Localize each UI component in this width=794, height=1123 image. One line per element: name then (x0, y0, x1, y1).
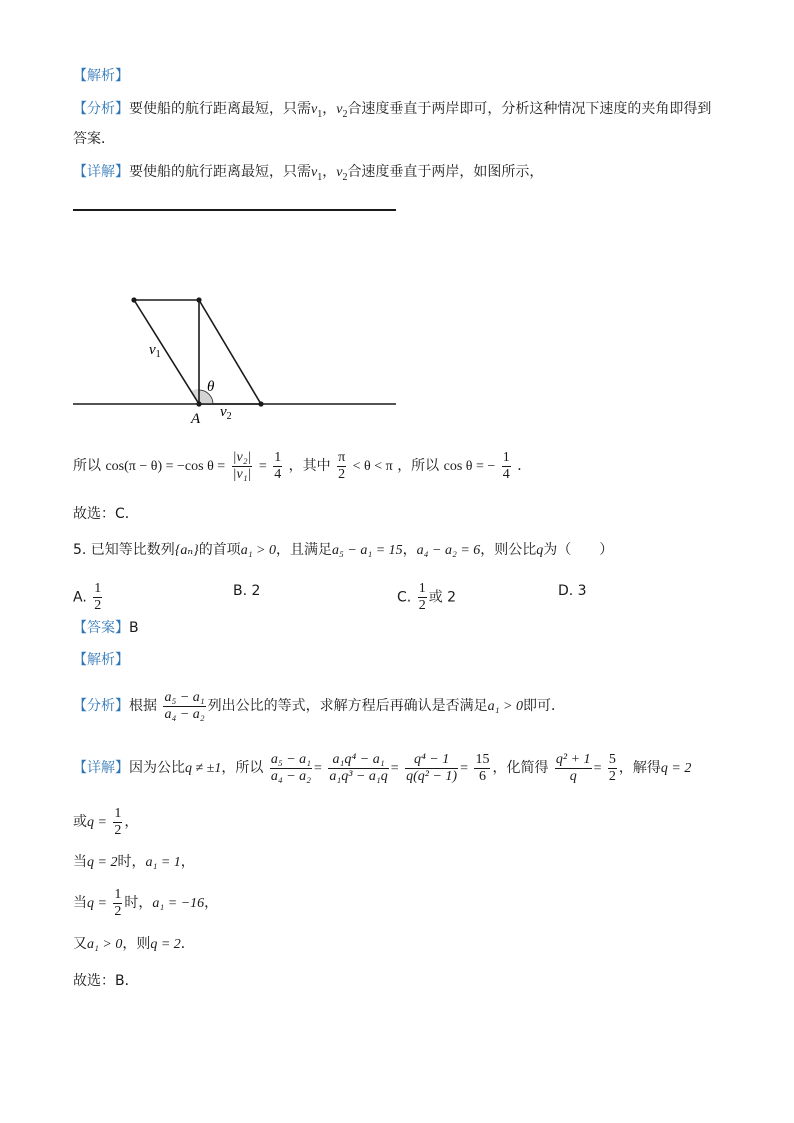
question-5-stem: 5. 已知等比数列{aₙ}的首项a₁ > 0，且满足a₅ − a₁ = 15，a₄ − a₂ = 6，则公比q为（ ） (73, 542, 614, 558)
answer-line-1: 故选：C． (73, 506, 139, 522)
analysis-tag: 【分析】 (73, 101, 129, 117)
detail-paragraph-1 (73, 162, 543, 188)
detail-line-4: 当q = $\frac{1}{2}$ 时，a₁ = −16， (73, 886, 219, 919)
velocity-ratio-fraction: $\frac{\text{|v₂|}}{\text{|v₁|}}$ (232, 449, 252, 482)
detail-line-3: 当q = 2时，a₁ = 1， (73, 854, 195, 870)
v1-subscript: 1 (317, 171, 323, 183)
option-d: D. 3 (558, 583, 587, 599)
point-v2-end (258, 401, 263, 406)
text: 所以 (73, 458, 101, 474)
comma: ， (322, 101, 337, 117)
detail-text-2: 合速度垂直于两岸，如图所示， (347, 164, 544, 180)
comma: ， (322, 164, 337, 180)
pi-half-fraction: $\frac{\pi}{2}$ (338, 449, 346, 482)
detail-line-5: 又a₁ > 0，则q = 2． (73, 936, 195, 952)
analysis-text: 要使船的航行距离最短，只需 (129, 101, 311, 117)
analysis-heading-2: 【解析】 (73, 652, 129, 668)
v1-symbol: v (311, 165, 318, 180)
analysis-heading-1: 【解析】 (73, 68, 129, 84)
label-theta: θ (207, 379, 215, 395)
v1-subscript: 1 (317, 108, 323, 120)
analysis-paragraph-1-cont: 答案． (73, 131, 115, 147)
v2-symbol: v (336, 165, 343, 180)
option-a: A. $\frac{1}{2}$ (73, 581, 102, 613)
analysis-paragraph-1 (73, 99, 711, 125)
one-quarter-fraction: $\frac{1}{4}$ (274, 449, 282, 482)
analysis-paragraph-2: 【分析】根据 $\frac{\text{a₅ − a₁}}{\text{a₄ − a₂}}$ 列出公比的等式，求解方程后再确认是否满足a₁ > 0即可． (73, 689, 565, 722)
analysis-text-2: 合速度垂直于两岸即可，分析这种情况下速度的夹角即得到 (347, 101, 712, 117)
detail-paragraph-2: 【详解】因为公比q ≠ ±1，所以 $\frac{\text{a₅ − a₁}}{\text{a₄ − a₂}}$ = $\frac{\text{a₁q⁴ − a₁}}{\text{a₁q³ − a₁q}}$ = $\frac{\text{q⁴ − 1}}{\text{q(q² − 1)}}$ = $\frac{15}{6}$ ，化简得 $\frac{\text{q² + 1}}{q}$ = $\frac{5}{2}$ ，解得q = 2 (73, 751, 692, 784)
sequence-notation: {aₙ} (174, 543, 199, 558)
option-c: C. $\frac{1}{2}$ 或 2 (397, 581, 457, 613)
cos-expression: cos(π − θ) = −cos θ = (105, 459, 226, 474)
result-fraction: $\frac{1}{4}$ (502, 449, 510, 482)
v2-subscript: 2 (342, 108, 348, 120)
river-velocity-diagram (0, 195, 420, 430)
v1-vector (134, 300, 199, 404)
label-v2: $v_2$ (220, 404, 232, 422)
point-top-right (196, 297, 201, 302)
option-b: B. 2 (233, 583, 261, 599)
detail-tag: 【详解】 (73, 164, 129, 180)
v2-subscript: 2 (342, 171, 348, 183)
formula-line-1: 所以 cos(π − θ) = −cos θ = $\frac{\text{|v₂|}}{\text{|v₁|}}$ = $\frac{1}{4}$ ，其中 $\frac{\pi}{2}$ < θ < π ，所以 cos θ = − $\frac{1}{4}$ ． (73, 449, 532, 482)
answer-line-2: 故选：B． (73, 973, 139, 989)
ratio-fraction: $\frac{\text{a₅ − a₁}}{\text{a₄ − a₂}}$ (164, 689, 205, 722)
label-A: A (191, 411, 201, 427)
detail-text: 要使船的航行距离最短，只需 (129, 164, 311, 180)
point-top-left (131, 297, 136, 302)
answer-heading: 【答案】B (73, 620, 139, 636)
v2-symbol: v (336, 102, 343, 117)
detail-line-2: 或q = $\frac{1}{2}$ ， (73, 805, 139, 838)
v1-symbol: v (311, 102, 318, 117)
label-v1: $v_1$ (149, 342, 161, 360)
point-A (196, 401, 201, 406)
